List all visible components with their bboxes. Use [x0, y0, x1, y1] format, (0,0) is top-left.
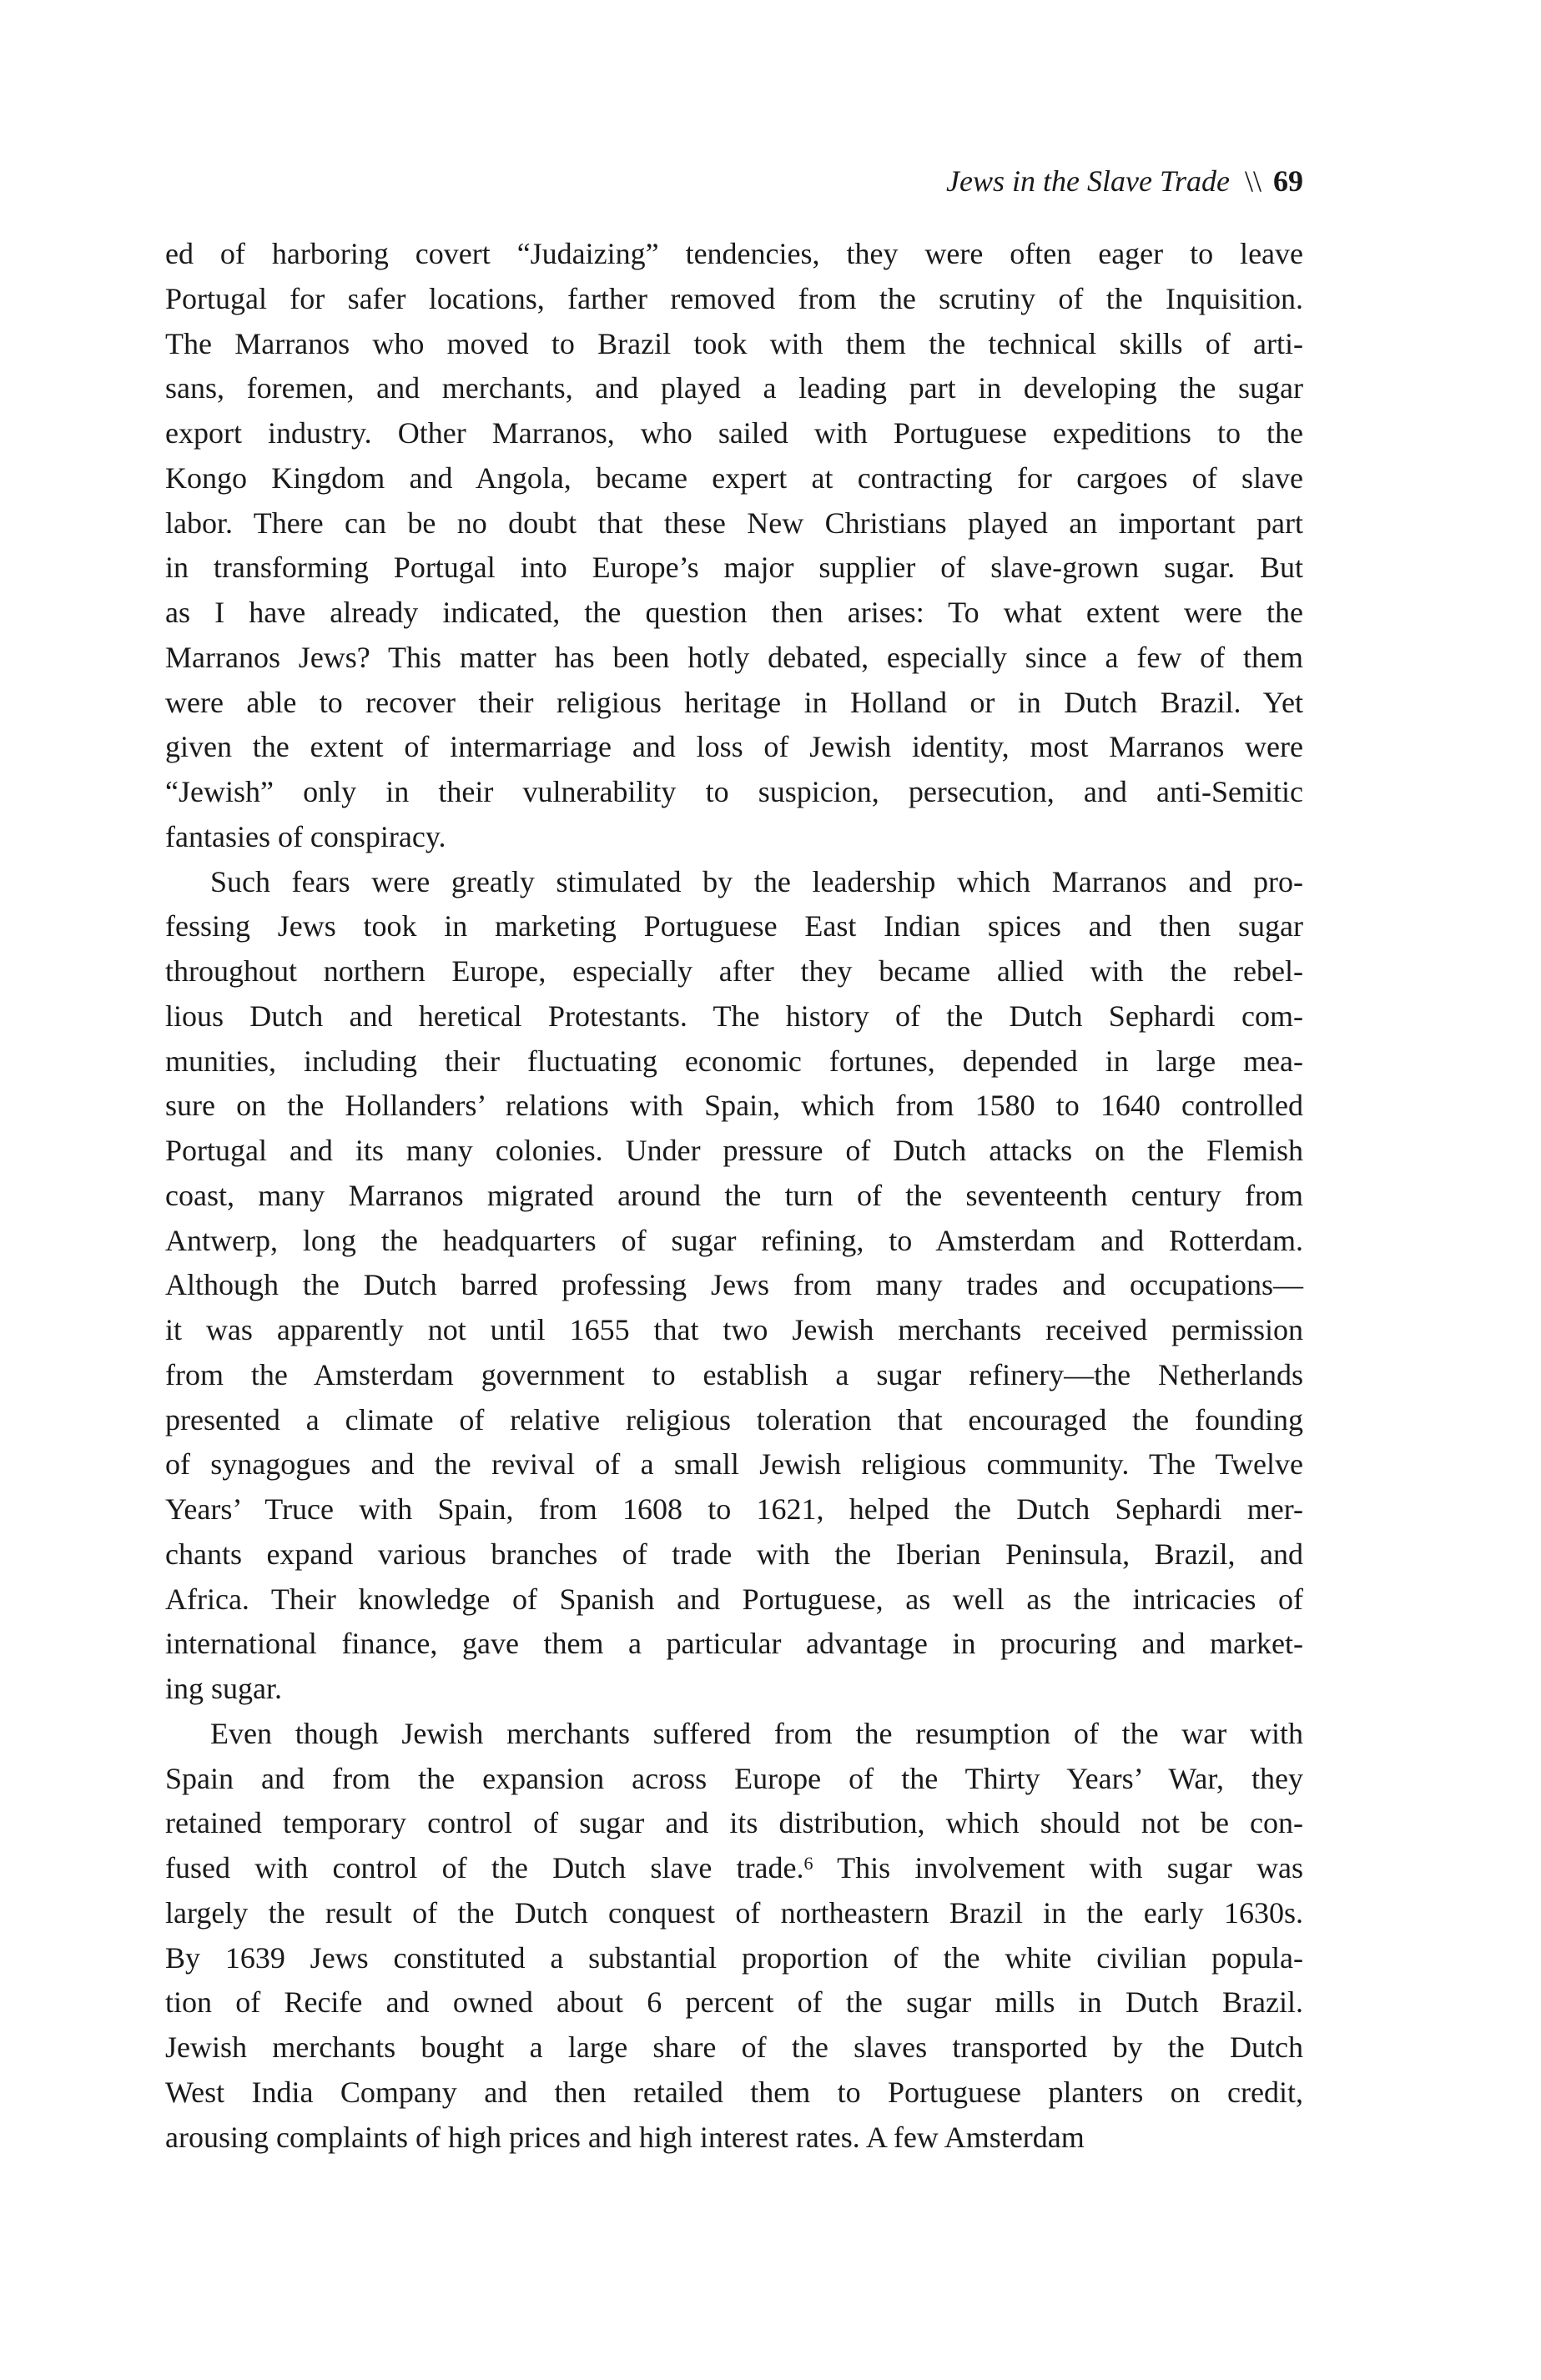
text-line — [165, 1622, 1303, 1667]
text-line — [165, 1712, 1303, 1757]
line-text: Marranos Jews? This matter has been hotly debated, especially since a few of them — [165, 640, 1303, 674]
text-line — [165, 232, 1303, 277]
line-text: munities, including their fluctuating economic fortunes, depended in large mea- — [165, 1044, 1303, 1078]
text-line — [165, 1308, 1303, 1353]
line-text: Portugal for safer locations, farther removed from the scrutiny of the Inquisition. — [165, 281, 1303, 315]
text-line — [165, 1084, 1303, 1129]
line-text: Such fears were greatly stimulated by the leadership which Marranos and pro- — [210, 864, 1303, 898]
line-text: fessing Jews took in marketing Portuguese East Indian spices and then sugar — [165, 909, 1303, 943]
running-header — [946, 158, 1303, 204]
line-text: Years’ Truce with Spain, from 1608 to 1621, helped the Dutch Sephardi mer- — [165, 1492, 1303, 1526]
text-line — [165, 904, 1303, 949]
line-text: from the Amsterdam government to establish a sugar refinery—the Netherlands — [165, 1357, 1303, 1391]
line-text: sans, foremen, and merchants, and played a leading part in developing the sugar — [165, 371, 1303, 405]
text-line — [165, 1398, 1303, 1443]
line-text: presented a climate of relative religious toleration that encouraged the founding — [165, 1402, 1303, 1437]
line-text: arousing complaints of high prices and high interest rates. A few Amsterdam — [165, 2120, 1085, 2154]
line-text: Kongo Kingdom and Angola, became expert at contracting for cargoes of slave — [165, 460, 1303, 495]
text-line — [165, 1487, 1303, 1532]
line-text: as I have already indicated, the question then arises: To what extent were the — [165, 596, 1303, 629]
line-text: Africa. Their knowledge of Spanish and Portuguese, as well as the intricacies of — [165, 1582, 1303, 1616]
line-text: largely the result of the Dutch conquest of northeastern Brazil in the early 1630s. — [165, 1895, 1303, 1930]
text-line — [165, 636, 1303, 681]
text-line — [165, 1980, 1303, 2025]
text-line — [165, 949, 1303, 994]
line-text: throughout northern Europe, especially after they became allied with the rebel- — [165, 954, 1303, 988]
text-line — [165, 501, 1303, 546]
line-text: retained temporary control of sugar and its distribution, which should not be con- — [165, 1806, 1303, 1840]
text-line — [165, 1174, 1303, 1219]
page-number: 69 — [1273, 164, 1303, 198]
footnote-marker[interactable]: 6 — [803, 1853, 813, 1874]
text-line — [165, 1219, 1303, 1264]
text-line — [165, 994, 1303, 1039]
text-line — [165, 2116, 1303, 2161]
text-line — [165, 1577, 1303, 1623]
text-line — [165, 1801, 1303, 1846]
text-line — [165, 2025, 1303, 2071]
text-line — [165, 1442, 1303, 1487]
text-line — [165, 860, 1303, 905]
header-separator: \\ — [1244, 164, 1262, 198]
line-text: given the extent of intermarriage and loss of Jewish identity, most Marranos were — [165, 730, 1303, 764]
line-text: Spain and from the expansion across Europe of the Thirty Years’ War, they — [165, 1761, 1303, 1795]
line-text-continued: This involvement with sugar was — [813, 1851, 1304, 1884]
text-line — [165, 591, 1303, 636]
text-line — [165, 1039, 1303, 1084]
line-text: Even though Jewish merchants suffered from the resumption of the war with — [210, 1716, 1303, 1750]
line-text: lious Dutch and heretical Protestants. The history of the Dutch Sephardi com- — [165, 999, 1303, 1033]
text-line — [165, 815, 1303, 860]
line-text: Portugal and its many colonies. Under pressure of Dutch attacks on the Flemish — [165, 1134, 1303, 1167]
line-text: it was apparently not until 1655 that two Jewish merchants received permission — [165, 1313, 1303, 1346]
line-text: Antwerp, long the headquarters of sugar refining, to Amsterdam and Rotterdam. — [165, 1223, 1303, 1257]
line-text: The Marranos who moved to Brazil took with them the technical skills of arti- — [165, 326, 1303, 360]
line-text: Although the Dutch barred professing Jews from many trades and occupations— — [165, 1268, 1303, 1302]
line-text: fantasies of conspiracy. — [165, 819, 446, 853]
text-line — [165, 411, 1303, 456]
text-line — [165, 1129, 1303, 1174]
text-line — [165, 770, 1303, 815]
running-title: Jews in the Slave Trade — [946, 164, 1230, 198]
text-line — [165, 546, 1303, 591]
text-line — [165, 1263, 1303, 1308]
text-line — [165, 725, 1303, 770]
text-line — [165, 1667, 1303, 1712]
text-line — [165, 366, 1303, 411]
line-text: tion of Recife and owned about 6 percent of the sugar mills in Dutch Brazil. — [165, 1985, 1303, 2020]
line-text: labor. There can be no doubt that these New Christians played an important part — [165, 506, 1303, 540]
line-text: coast, many Marranos migrated around the turn of the seventeenth century from — [165, 1178, 1303, 1212]
line-text: in transforming Portugal into Europe’s major supplier of slave-grown sugar. But — [165, 551, 1303, 585]
text-line — [165, 1846, 1303, 1891]
text-line — [165, 1936, 1303, 1981]
text-line — [165, 277, 1303, 322]
line-text: of synagogues and the revival of a small Jewish religious community. The Twelve — [165, 1447, 1303, 1482]
line-text: were able to recover their religious heritage in Holland or in Dutch Brazil. Yet — [165, 685, 1303, 719]
text-line — [165, 1891, 1303, 1936]
line-text: export industry. Other Marranos, who sailed with Portuguese expeditions to the — [165, 416, 1303, 450]
text-line — [165, 1353, 1303, 1398]
line-text: fused with control of the Dutch slave trade. — [165, 1851, 804, 1884]
line-text: West India Company and then retailed them to Portuguese planters on credit, — [165, 2075, 1303, 2109]
text-line — [165, 322, 1303, 367]
text-line — [165, 1532, 1303, 1577]
line-text: Jewish merchants bought a large share of the slaves transported by the Dutch — [165, 2030, 1303, 2064]
text-line — [165, 456, 1303, 501]
line-text: sure on the Hollanders’ relations with Spain, which from 1580 to 1640 controlled — [165, 1089, 1303, 1123]
line-text: “Jewish” only in their vulnerability to suspicion, persecution, and anti-Semitic — [165, 775, 1303, 808]
line-text: By 1639 Jews constituted a substantial proportion of the white civilian popula- — [165, 1940, 1303, 1975]
text-line — [165, 1757, 1303, 1802]
line-text: ing sugar. — [165, 1672, 282, 1705]
body-text — [165, 232, 1303, 2160]
line-text: ed of harboring covert “Judaizing” tendencies, they were often eager to leave — [165, 237, 1303, 270]
line-text: international finance, gave them a particular advantage in procuring and market- — [165, 1627, 1303, 1661]
text-line — [165, 681, 1303, 726]
line-text: chants expand various branches of trade with the Iberian Peninsula, Brazil, and — [165, 1537, 1303, 1571]
text-line — [165, 2071, 1303, 2116]
